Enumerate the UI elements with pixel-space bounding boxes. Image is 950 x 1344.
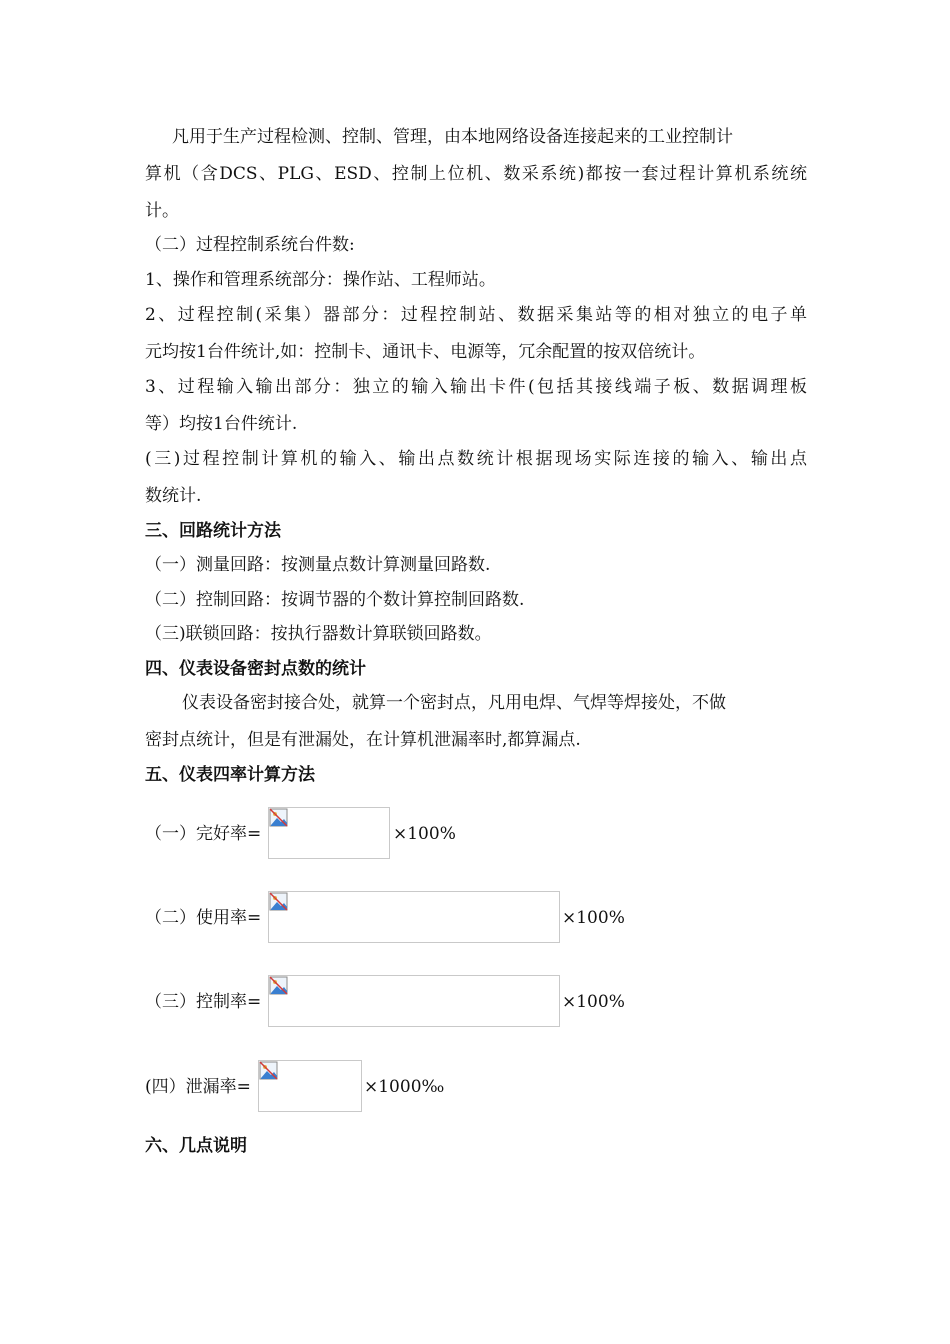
formula-image: [268, 807, 390, 859]
formula-label: （二）使用率=: [145, 908, 262, 928]
subsection-heading: （二）过程控制系统台件数:: [145, 235, 355, 255]
paragraph-line: 计。: [145, 201, 179, 221]
paragraph-line: 仪表设备密封接合处，就算一个密封点，凡用电焊、气焊等焊接处，不做: [182, 693, 726, 713]
list-item: （一）测量回路：按测量点数计算测量回路数.: [145, 555, 491, 575]
formula-image: [268, 975, 560, 1027]
formula-factor: ×100%: [562, 908, 625, 928]
formula-label: （三）控制率=: [145, 992, 262, 1012]
formula-label: （一）完好率=: [145, 824, 262, 844]
paragraph-line: 密封点统计，但是有泄漏处，在计算机泄漏率时,都算漏点.: [145, 730, 581, 750]
list-item: 2、过程控制(采集）器部分：过程控制站、数据采集站等的相对独立的电子单: [145, 305, 807, 325]
paragraph-line: 算机（含DCS、PLG、ESD、控制上位机、数采系统)都按一套过程计算机系统统: [145, 164, 807, 184]
formula-factor: ×100%: [393, 824, 456, 844]
section-heading: 五、仪表四率计算方法: [145, 765, 315, 785]
section-heading: 三、回路统计方法: [145, 521, 281, 541]
broken-image-icon: [269, 976, 289, 996]
formula-image: [258, 1060, 362, 1112]
list-item: 等）均按1台件统计.: [145, 414, 298, 434]
list-item: （三)联锁回路：按执行器数计算联锁回路数。: [145, 624, 492, 644]
list-item: 1、操作和管理系统部分：操作站、工程师站。: [145, 270, 496, 290]
subsection-heading: (三)过程控制计算机的输入、输出点数统计根据现场实际连接的输入、输出点: [145, 449, 807, 469]
broken-image-icon: [259, 1061, 279, 1081]
broken-image-icon: [269, 892, 289, 912]
broken-image-icon: [269, 808, 289, 828]
section-heading: 六、几点说明: [145, 1136, 247, 1156]
formula-label: (四）泄漏率=: [145, 1077, 251, 1097]
formula-factor: ×1000‰: [364, 1077, 445, 1097]
paragraph-line: 数统计.: [145, 486, 202, 506]
list-item: 3、过程输入输出部分：独立的输入输出卡件(包括其接线端子板、数据调理板: [145, 377, 807, 397]
formula-image: [268, 891, 560, 943]
paragraph-line: 凡用于生产过程检测、控制、管理，由本地网络设备连接起来的工业控制计: [172, 127, 733, 147]
list-item: （二）控制回路：按调节器的个数计算控制回路数.: [145, 590, 525, 610]
formula-factor: ×100%: [562, 992, 625, 1012]
section-heading: 四、仪表设备密封点数的统计: [145, 659, 366, 679]
list-item: 元均按1台件统计,如：控制卡、通讯卡、电源等，冗余配置的按双倍统计。: [145, 342, 706, 362]
